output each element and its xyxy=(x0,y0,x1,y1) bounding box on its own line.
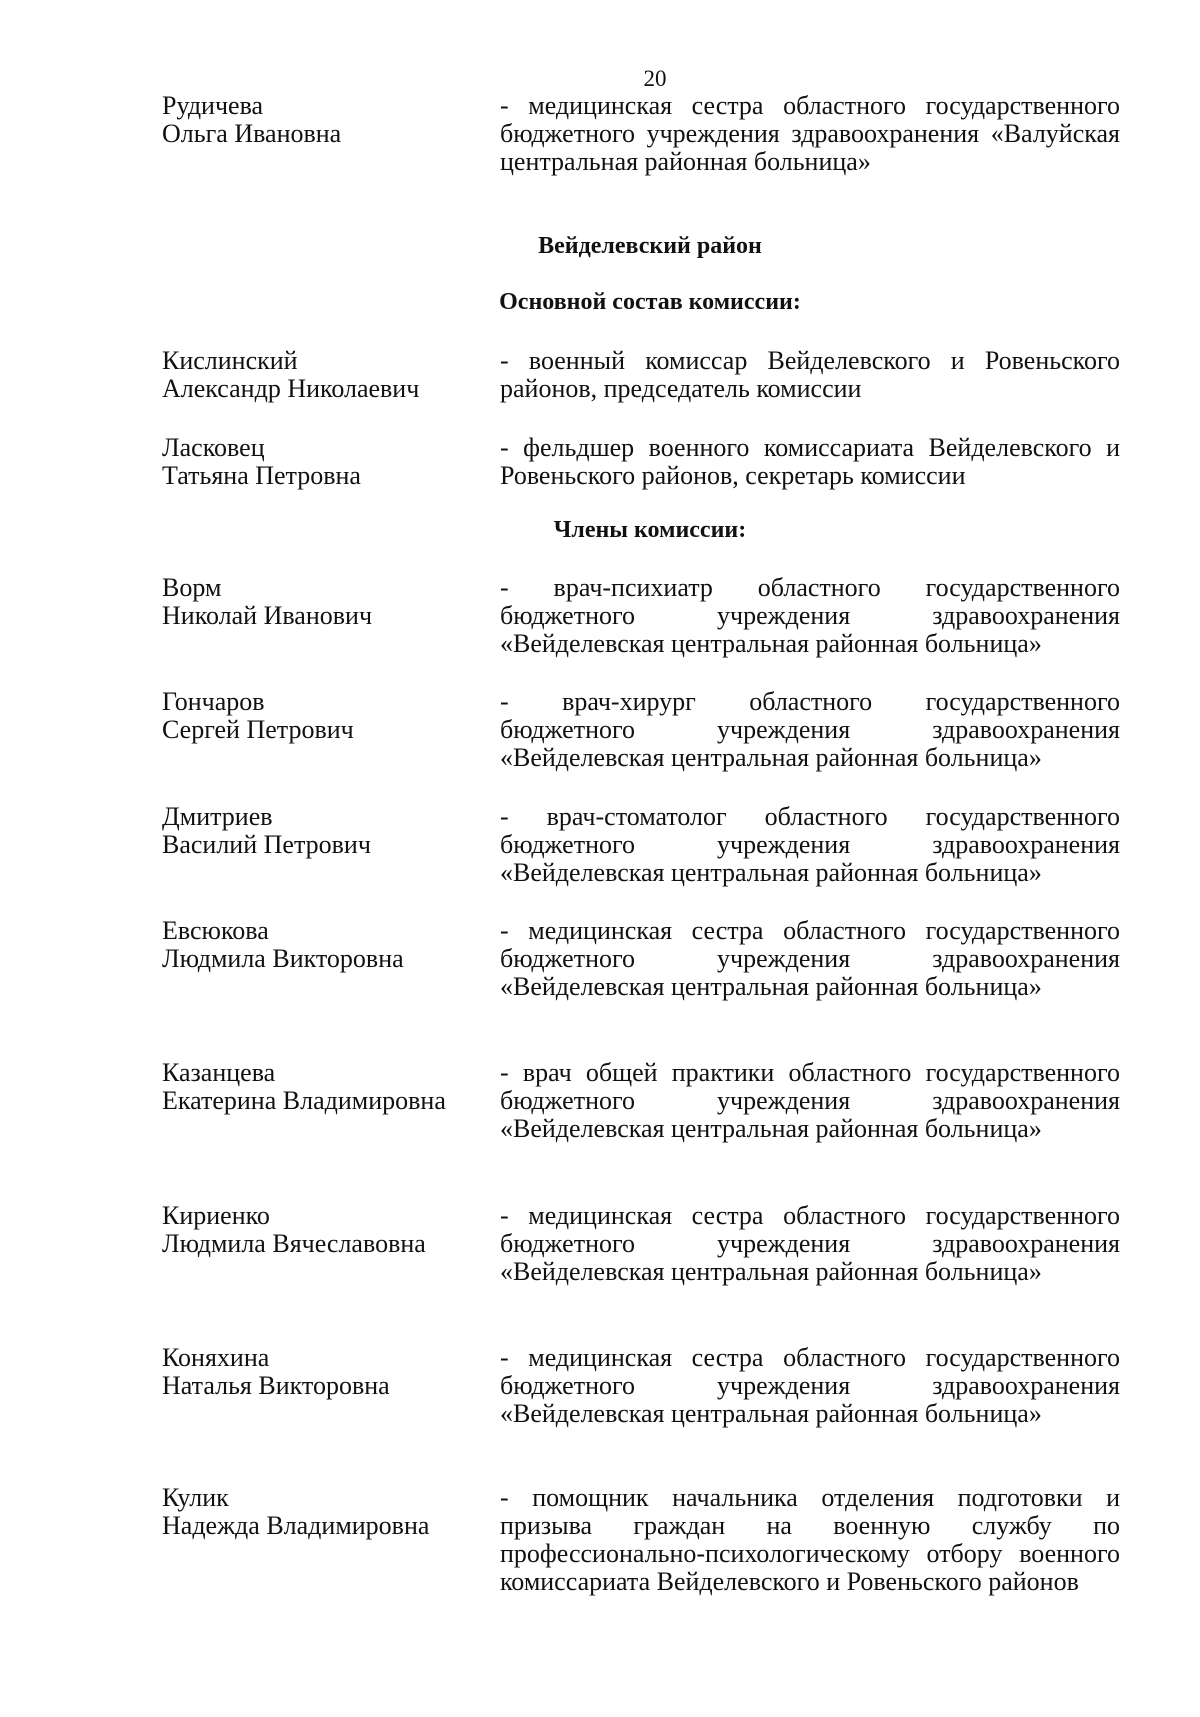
member-given-name: Людмила Викторовна xyxy=(162,944,404,973)
member-surname: Ворм xyxy=(162,573,222,602)
member-surname: Казанцева xyxy=(162,1058,276,1087)
member-surname: Рудичева xyxy=(162,91,264,120)
member-name xyxy=(162,574,492,630)
member-role: - медицинская сестра областного государственного бюджетного учреждения здравоохранения «Вейделевская центральная районная больница» xyxy=(500,916,1120,1001)
member-surname: Ласковец xyxy=(162,433,265,462)
member-given-name: Екатерина Владимировна xyxy=(162,1086,446,1115)
members-heading: Члены комиссии: xyxy=(553,517,747,543)
district-heading: Вейделевский район xyxy=(538,233,762,259)
main-composition-heading: Основной состав комиссии: xyxy=(499,289,801,315)
member-given-name: Надежда Владимировна xyxy=(162,1511,430,1540)
member-given-name: Татьяна Петровна xyxy=(162,461,361,490)
member-name xyxy=(162,1059,492,1115)
member-given-name: Наталья Викторовна xyxy=(162,1371,390,1400)
member-name xyxy=(162,347,492,403)
member-name xyxy=(162,434,492,490)
member-surname: Гончаров xyxy=(162,687,265,716)
member-role: - военный комиссар Вейделевского и Ровеньского районов, председатель комиссии xyxy=(500,346,1120,403)
member-role: - медицинская сестра областного государственного бюджетного учреждения здравоохранения «Вейделевская центральная районная больница» xyxy=(500,1343,1120,1428)
page-number: 20 xyxy=(643,66,667,91)
member-name xyxy=(162,688,492,744)
member-name xyxy=(162,1202,492,1258)
member-name xyxy=(162,1484,492,1540)
member-surname: Коняхина xyxy=(162,1343,270,1372)
member-role: - медицинская сестра областного государственного бюджетного учреждения здравоохранения «Валуйская центральная районная больница» xyxy=(500,91,1120,176)
member-surname: Кулик xyxy=(162,1483,229,1512)
member-role: - врач-психиатр областного государственного бюджетного учреждения здравоохранения «Вейделевская центральная районная больница» xyxy=(500,573,1120,658)
member-given-name: Сергей Петрович xyxy=(162,715,354,744)
member-given-name: Александр Николаевич xyxy=(162,374,420,403)
member-given-name: Ольга Ивановна xyxy=(162,119,342,148)
member-role: - врач-стоматолог областного государственного бюджетного учреждения здравоохранения «Вейделевская центральная районная больница» xyxy=(500,802,1120,887)
member-name xyxy=(162,92,492,148)
member-role: - врач-хирург областного государственного бюджетного учреждения здравоохранения «Вейделевская центральная районная больница» xyxy=(500,687,1120,772)
member-surname: Кириенко xyxy=(162,1201,270,1230)
member-surname: Кислинский xyxy=(162,346,298,375)
member-role: - фельдшер военного комиссариата Вейделевского и Ровеньского районов, секретарь комиссии xyxy=(500,433,1120,490)
member-name xyxy=(162,803,492,859)
member-given-name: Николай Иванович xyxy=(162,601,373,630)
member-role: - врач общей практики областного государственного бюджетного учреждения здравоохранения «Вейделевская центральная районная больница» xyxy=(500,1058,1120,1143)
member-surname: Дмитриев xyxy=(162,802,273,831)
member-name xyxy=(162,917,492,973)
member-name xyxy=(162,1344,492,1400)
member-role: - помощник начальника отделения подготовки и призыва граждан на военную службу по профессионально-психологическому отбору военного комиссариата Вейделевского и Ровеньского районов xyxy=(500,1483,1120,1596)
member-given-name: Людмила Вячеславовна xyxy=(162,1229,426,1258)
member-surname: Евсюкова xyxy=(162,916,269,945)
member-given-name: Василий Петрович xyxy=(162,830,371,859)
member-role: - медицинская сестра областного государственного бюджетного учреждения здравоохранения «Вейделевская центральная районная больница» xyxy=(500,1201,1120,1286)
